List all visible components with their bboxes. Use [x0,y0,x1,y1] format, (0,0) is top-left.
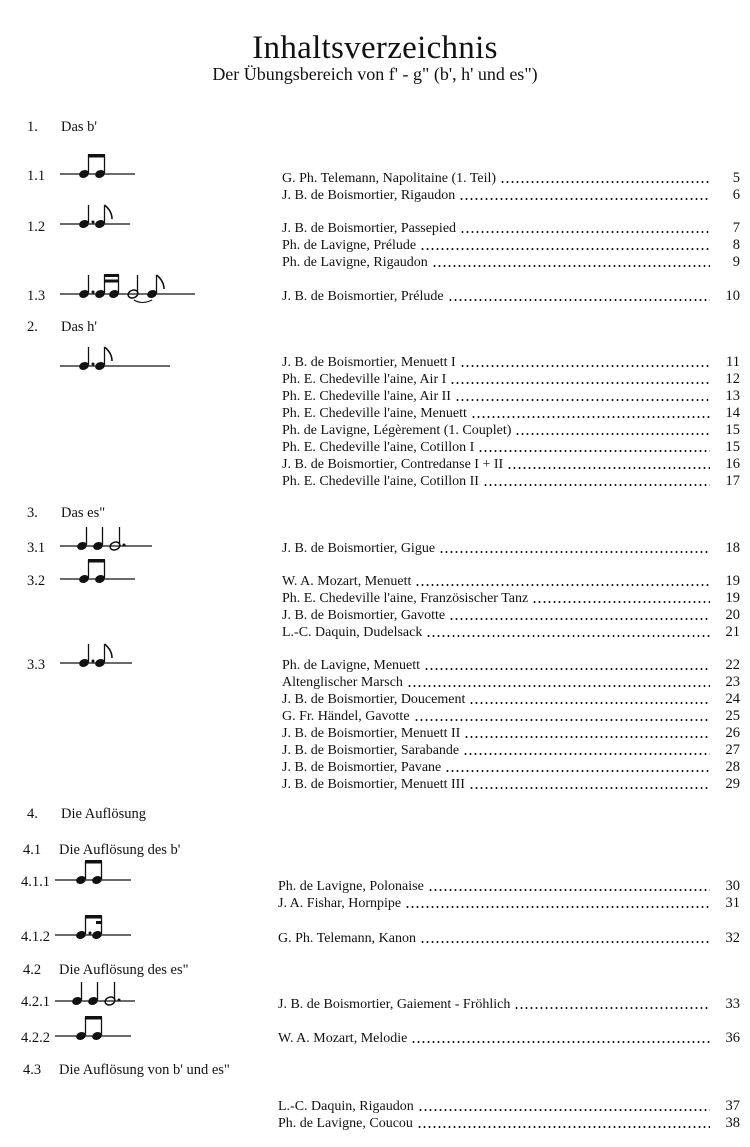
leader-dots [439,542,710,554]
toc-entry-title: J. B. de Boismortier, Contredanse I + II [282,457,504,472]
toc-entry-title: G. Fr. Händel, Gavotte [282,709,410,724]
leader-dots [445,761,710,773]
toc-entry[interactable] [282,354,740,371]
toc-entry-page: 38 [725,1115,740,1131]
toc-entry[interactable] [282,742,740,759]
section-heading[interactable] [23,1061,230,1079]
leader-dots [515,424,710,436]
section-label: Das h' [61,319,98,335]
toc-entry-page: 15 [725,439,740,455]
section-label: Die Auflösung des b' [59,842,181,858]
leader-dots [449,609,710,621]
toc-entry-title: Ph. de Lavigne, Rigaudon [282,255,428,270]
section-number: 1.3 [27,288,46,304]
section-number: 4.2 [23,962,42,978]
toc-entry[interactable] [282,691,740,708]
section-heading[interactable] [27,218,45,236]
toc-entry[interactable] [282,708,740,725]
toc-entry-page: 5 [732,170,740,186]
toc-entry-title: J. B. de Boismortier, Pavane [282,760,442,775]
section-label: Die Auflösung [61,806,146,822]
toc-entry-title: W. A. Mozart, Menuett [282,574,412,589]
leader-dots [469,778,710,790]
toc-entry-page: 33 [725,996,740,1012]
section-number: 2. [27,319,38,335]
toc-entry-page: 31 [725,895,740,911]
page-subtitle: Der Übungsbereich von f' - g" (b', h' und es") [212,64,538,84]
toc-entry[interactable] [278,1030,740,1047]
leader-dots [428,880,710,892]
toc-entry[interactable] [282,422,740,439]
dotted-quarter-eighth-icon [60,344,220,378]
toc-entry-title: J. A. Fishar, Hornpipe [278,896,402,911]
section-heading[interactable] [27,167,45,185]
toc-entry[interactable] [282,288,740,305]
section-heading[interactable] [21,873,50,891]
leader-dots [432,256,710,268]
toc-entry-page: 19 [725,573,740,589]
toc-entry-title: Ph. E. Chedeville l'aine, Cotillon I [282,440,475,455]
page-title: Inhaltsverzeichnis [252,30,498,67]
toc-entry-title: Ph. E. Chedeville l'aine, Französischer Tanz [282,591,529,606]
dotted-quarter-sixteenths-half-eighth-icon [60,272,220,306]
leader-dots [469,693,710,705]
toc-entry-title: J. B. de Boismortier, Gaiement - Fröhlich [278,997,511,1012]
section-number: 4.2.1 [21,994,50,1010]
section-number: 1.2 [27,219,46,235]
toc-entry-title: Ph. de Lavigne, Prélude [282,238,417,253]
toc-entry[interactable] [282,371,740,388]
toc-entry-page: 30 [725,878,740,894]
toc-entry-title: J. B. de Boismortier, Menuett II [282,726,461,741]
toc-entry-title: Ph. E. Chedeville l'aine, Air I [282,372,447,387]
toc-entry[interactable] [282,187,740,204]
toc-entry[interactable] [282,607,740,624]
toc-entry[interactable] [282,388,740,405]
section-number: 3. [27,505,38,521]
toc-entry-page: 25 [725,708,740,724]
leader-dots [405,897,710,909]
toc-entry-page: 36 [725,1030,740,1046]
toc-entry-title: L.-C. Daquin, Rigaudon [278,1099,414,1114]
toc-entry[interactable] [282,725,740,742]
toc-entry-title: Altenglischer Marsch [282,675,403,690]
toc-entry-page: 28 [725,759,740,775]
toc-entry-title: J. B. de Boismortier, Gavotte [282,608,446,623]
leader-dots [514,998,710,1010]
toc-entry-page: 8 [732,237,740,253]
toc-entry[interactable] [278,895,740,912]
toc-entry-title: Ph. E. Chedeville l'aine, Air II [282,389,451,404]
section-number: 3.1 [27,540,46,556]
section-heading[interactable] [27,118,97,136]
toc-entry-title: G. Ph. Telemann, Napolitaine (1. Teil) [282,171,497,186]
toc-entry-page: 19 [725,590,740,606]
toc-entry-title: J. B. de Boismortier, Prélude [282,289,444,304]
leader-dots [418,1100,710,1112]
toc-entry[interactable] [282,624,740,641]
toc-entry[interactable] [282,674,740,691]
toc-entry[interactable] [278,878,740,895]
leader-dots [426,626,710,638]
toc-entry[interactable] [282,439,740,456]
leader-dots [483,475,710,487]
quarter-quarter-half-icon [60,524,220,558]
toc-entry-page: 10 [725,288,740,304]
leader-dots [417,1117,710,1129]
toc-entry-page: 12 [725,371,740,387]
leader-dots [424,659,710,671]
toc-entry[interactable] [282,220,740,237]
toc-entry[interactable] [282,405,740,422]
toc-entry[interactable] [282,456,740,473]
toc-entry[interactable] [282,473,740,490]
toc-entry-page: 6 [732,187,740,203]
leader-dots [455,390,710,402]
leader-dots [420,239,710,251]
section-label: Das b' [61,119,98,135]
two-eighth-notes-icon [60,152,220,186]
toc-entry[interactable] [282,254,740,271]
toc-entry-page: 20 [725,607,740,623]
dotted-quarter-eighth-icon [60,202,220,236]
section-heading[interactable] [23,841,180,859]
leader-dots [450,373,710,385]
toc-entry[interactable] [282,540,740,557]
toc-entry-title: Ph. de Lavigne, Légèrement (1. Couplet) [282,423,512,438]
toc-entry-page: 21 [725,624,740,640]
leader-dots [414,710,710,722]
toc-entry[interactable] [278,1115,740,1132]
toc-entry-page: 29 [725,776,740,792]
toc-entry-title: Ph. de Lavigne, Polonaise [278,879,424,894]
section-number: 1.1 [27,168,46,184]
toc-entry-page: 7 [732,220,740,236]
toc-entry-title: L.-C. Daquin, Dudelsack [282,625,423,640]
toc-entry[interactable] [282,590,740,607]
toc-entry[interactable] [282,170,740,187]
two-eighth-notes-icon [60,557,220,591]
toc-entry-title: Ph. de Lavigne, Menuett [282,658,421,673]
toc-entry-title: Ph. E. Chedeville l'aine, Cotillon II [282,474,479,489]
toc-entry-page: 32 [725,930,740,946]
leader-dots [420,932,710,944]
leader-dots [471,407,710,419]
leader-dots [459,189,710,201]
section-heading[interactable] [27,805,146,823]
toc-entry[interactable] [282,573,740,590]
section-heading[interactable] [27,572,45,590]
toc-entry-title: J. B. de Boismortier, Doucement [282,692,466,707]
toc-entry-page: 9 [732,254,740,270]
leader-dots [463,744,710,756]
section-heading[interactable] [23,961,189,979]
two-eighth-notes-icon [55,1014,215,1048]
toc-entry-title: G. Ph. Telemann, Kanon [278,931,416,946]
toc-entry[interactable] [282,657,740,674]
toc-entry[interactable] [278,996,740,1013]
leader-dots [411,1032,710,1044]
section-number: 4.1 [23,842,42,858]
toc-entry-title: J. B. de Boismortier, Sarabande [282,743,460,758]
toc-entry-page: 17 [725,473,740,489]
dotted-quarter-eighth-icon [60,641,220,675]
toc-entry-page: 27 [725,742,740,758]
section-heading[interactable] [27,539,45,557]
leader-dots [500,172,710,184]
toc-entry-page: 18 [725,540,740,556]
toc-entry-page: 26 [725,725,740,741]
toc-entry[interactable] [278,1098,740,1115]
section-label: Die Auflösung von b' und es" [59,1062,230,1078]
leader-dots [478,441,710,453]
section-heading[interactable] [27,318,97,336]
toc-entry-title: W. A. Mozart, Melodie [278,1031,408,1046]
toc-entry-page: 22 [725,657,740,673]
leader-dots [407,676,710,688]
toc-entry[interactable] [282,759,740,776]
toc-entry-page: 11 [726,354,740,370]
leader-dots [448,290,710,302]
toc-entry-title: Ph. de Lavigne, Coucou [278,1116,413,1131]
section-heading[interactable] [21,993,50,1011]
section-heading[interactable] [27,287,45,305]
quarter-quarter-half-icon [55,979,215,1013]
toc-entry-page: 14 [725,405,740,421]
section-heading[interactable] [21,1029,50,1047]
toc-entry[interactable] [282,237,740,254]
section-number: 3.3 [27,657,46,673]
section-number: 4.1.2 [21,929,50,945]
toc-entry[interactable] [282,776,740,793]
leader-dots [460,222,710,234]
leader-dots [460,356,710,368]
toc-entry-page: 16 [725,456,740,472]
toc-entry-page: 24 [725,691,740,707]
section-heading[interactable] [27,504,105,522]
toc-entry-title: J. B. de Boismortier, Rigaudon [282,188,456,203]
toc-entry-title: J. B. de Boismortier, Gigue [282,541,436,556]
section-number: 3.2 [27,573,46,589]
toc-entry-page: 37 [725,1098,740,1114]
dotted-eighth-sixteenth-icon [55,913,215,947]
section-number: 4. [27,806,38,822]
toc-entry-title: J. B. de Boismortier, Menuett III [282,777,465,792]
leader-dots [532,592,710,604]
toc-entry-page: 13 [725,388,740,404]
section-label: Das es" [61,505,106,521]
toc-entry-title: J. B. de Boismortier, Passepied [282,221,457,236]
section-number: 4.3 [23,1062,42,1078]
leader-dots [507,458,710,470]
toc-entry[interactable] [278,930,740,947]
section-number: 4.1.1 [21,874,50,890]
leader-dots [415,575,710,587]
toc-entry-page: 23 [725,674,740,690]
toc-entry-title: Ph. E. Chedeville l'aine, Menuett [282,406,467,421]
toc-entry-page: 15 [725,422,740,438]
two-eighth-notes-icon [55,858,215,892]
section-number: 1. [27,119,38,135]
leader-dots [464,727,710,739]
toc-entry-title: J. B. de Boismortier, Menuett I [282,355,456,370]
section-label: Die Auflösung des es" [59,962,189,978]
section-number: 4.2.2 [21,1030,50,1046]
section-heading[interactable] [21,928,50,946]
section-heading[interactable] [27,656,45,674]
